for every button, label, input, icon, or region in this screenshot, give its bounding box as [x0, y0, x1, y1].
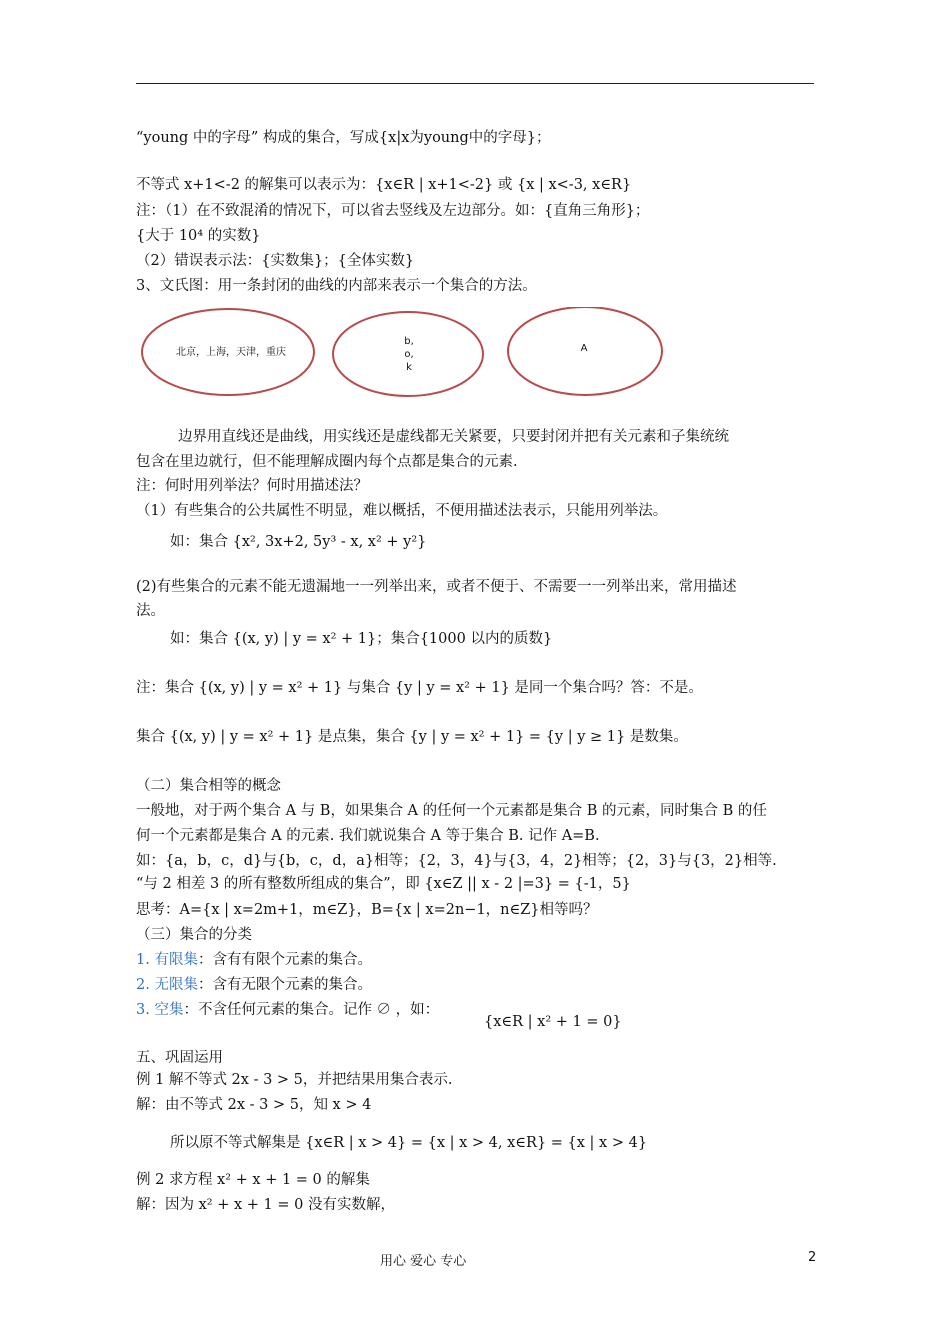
line-integer-set: “与 2 相差 3 的所有整数所组成的集合”，即 {x∈Z || x - 2 |=3} = {-1，5} [136, 876, 631, 892]
classification-finite [136, 950, 372, 970]
empty-number: 3. [136, 1002, 150, 1018]
page-footer: 用心 爱心 专心 [380, 1254, 467, 1269]
venn-letter-b: b, [404, 336, 414, 347]
line-example-2-solution: 解：因为 x² + x + 1 = 0 没有实数解， [136, 1197, 395, 1213]
line-description-example: 如：集合 {(x, y) | y = x² + 1}；集合{1000 以内的质数} [170, 631, 553, 647]
line-note-2: （2）错误表示法：{实数集}；{全体实数} [136, 253, 415, 269]
infinite-term: 无限集 [154, 977, 198, 993]
header-rule [136, 83, 814, 84]
line-same-set-question: 注：集合 {(x, y) | y = x² + 1} 与集合 {y | y = x² + 1} 是同一个集合吗？答：不是。 [136, 680, 703, 696]
empty-set-example: {x∈R | x² + 1 = 0} [484, 1014, 622, 1030]
venn-label-cities: 北京，上海，天津，重庆 [176, 347, 286, 358]
classification-infinite [136, 975, 372, 995]
line-example-1-solution: 解：由不等式 2x - 3 > 5，知 x > 4 [136, 1097, 372, 1113]
line-boundary-2: 包含在里边就行，但不能理解成圈内每个点都是集合的元素. [136, 454, 518, 470]
infinite-number: 2. [136, 977, 150, 993]
line-think: 思考：A={x | x=2m+1，m∈Z}，B={x | x=2n−1，n∈Z}相等吗？ [136, 902, 598, 918]
classification-empty [136, 1000, 439, 1020]
line-description-case: (2)有些集合的元素不能无遗漏地一一列举出来，或者不便于、不需要一一列举出来，常用描述 [136, 579, 737, 595]
line-note-1-example: {大于 10⁴ 的实数} [136, 228, 261, 244]
line-example-1-result: 所以原不等式解集是 {x∈R | x > 4} = {x | x > 4, x∈R} = {x | x > 4} [170, 1135, 648, 1151]
section-consolidation: 五、巩固运用 [136, 1050, 223, 1066]
venn-label-letters [394, 335, 424, 374]
venn-letter-o: o, [404, 349, 414, 360]
section-set-equality: （二）集合相等的概念 [136, 778, 281, 794]
line-equality-examples: 如：{a，b，c，d}与{b，c，d，a}相等；{2，3，4}与{3，4，2}相等；{2，3}与{3，2}相等. [136, 853, 777, 869]
line-when-question: 注：何时用列举法？何时用描述法？ [136, 478, 368, 494]
finite-description: ：含有有限个元素的集合。 [197, 952, 372, 968]
empty-description: ：不含任何元素的集合。记作 ∅ ，如： [183, 1002, 440, 1018]
venn-letter-k: k [406, 362, 412, 373]
line-boundary-1: 边界用直线还是曲线，用实线还是虚线都无关紧要，只要封闭并把有关元素和子集统统 [178, 429, 729, 445]
line-inequality-set: 不等式 x+1<-2 的解集可以表示为：{x∈R | x+1<-2} 或 {x | x<-3, x∈R} [136, 177, 632, 193]
line-example-2: 例 2 求方程 x² + x + 1 = 0 的解集 [136, 1172, 370, 1188]
section-set-classification: （三）集合的分类 [136, 927, 252, 943]
line-equality-def-2: 何一个元素都是集合 A 的元素. 我们就说集合 A 等于集合 B. 记作 A=B. [136, 828, 600, 844]
infinite-description: ：含有无限个元素的集合。 [197, 977, 372, 993]
line-enumeration-example: 如：集合 {x², 3x+2, 5y³ - x, x² + y²} [170, 534, 427, 550]
empty-term: 空集 [154, 1002, 184, 1018]
venn-label-a: A [580, 343, 588, 354]
line-note-1: 注：（1）在不致混淆的情况下，可以省去竖线及左边部分。如：{直角三角形}； [136, 203, 650, 219]
line-equality-def-1: 一般地，对于两个集合 A 与 B，如果集合 A 的任何一个元素都是集合 B 的元素，同时集合 B 的任 [136, 803, 767, 819]
line-example-1: 例 1 解不等式 2x - 3 > 5，并把结果用集合表示. [136, 1072, 453, 1088]
finite-term: 有限集 [154, 952, 198, 968]
line-point-set: 集合 {(x, y) | y = x² + 1} 是点集，集合 {y | y = x² + 1} = {y | y ≥ 1} 是数集。 [136, 729, 688, 745]
line-venn-heading: 3、文氏图：用一条封闭的曲线的内部来表示一个集合的方法。 [136, 278, 537, 294]
line-enumeration-case: （1）有些集合的公共属性不明显，难以概括，不便用描述法表示，只能用列举法。 [136, 503, 668, 519]
line-young-set: “young 中的字母” 构成的集合，写成{x|x为young中的字母}； [136, 130, 551, 146]
finite-number: 1. [136, 952, 150, 968]
line-description-case-cont: 法。 [136, 603, 165, 619]
page-number: 2 [808, 1250, 817, 1265]
venn-diagrams [136, 307, 676, 403]
